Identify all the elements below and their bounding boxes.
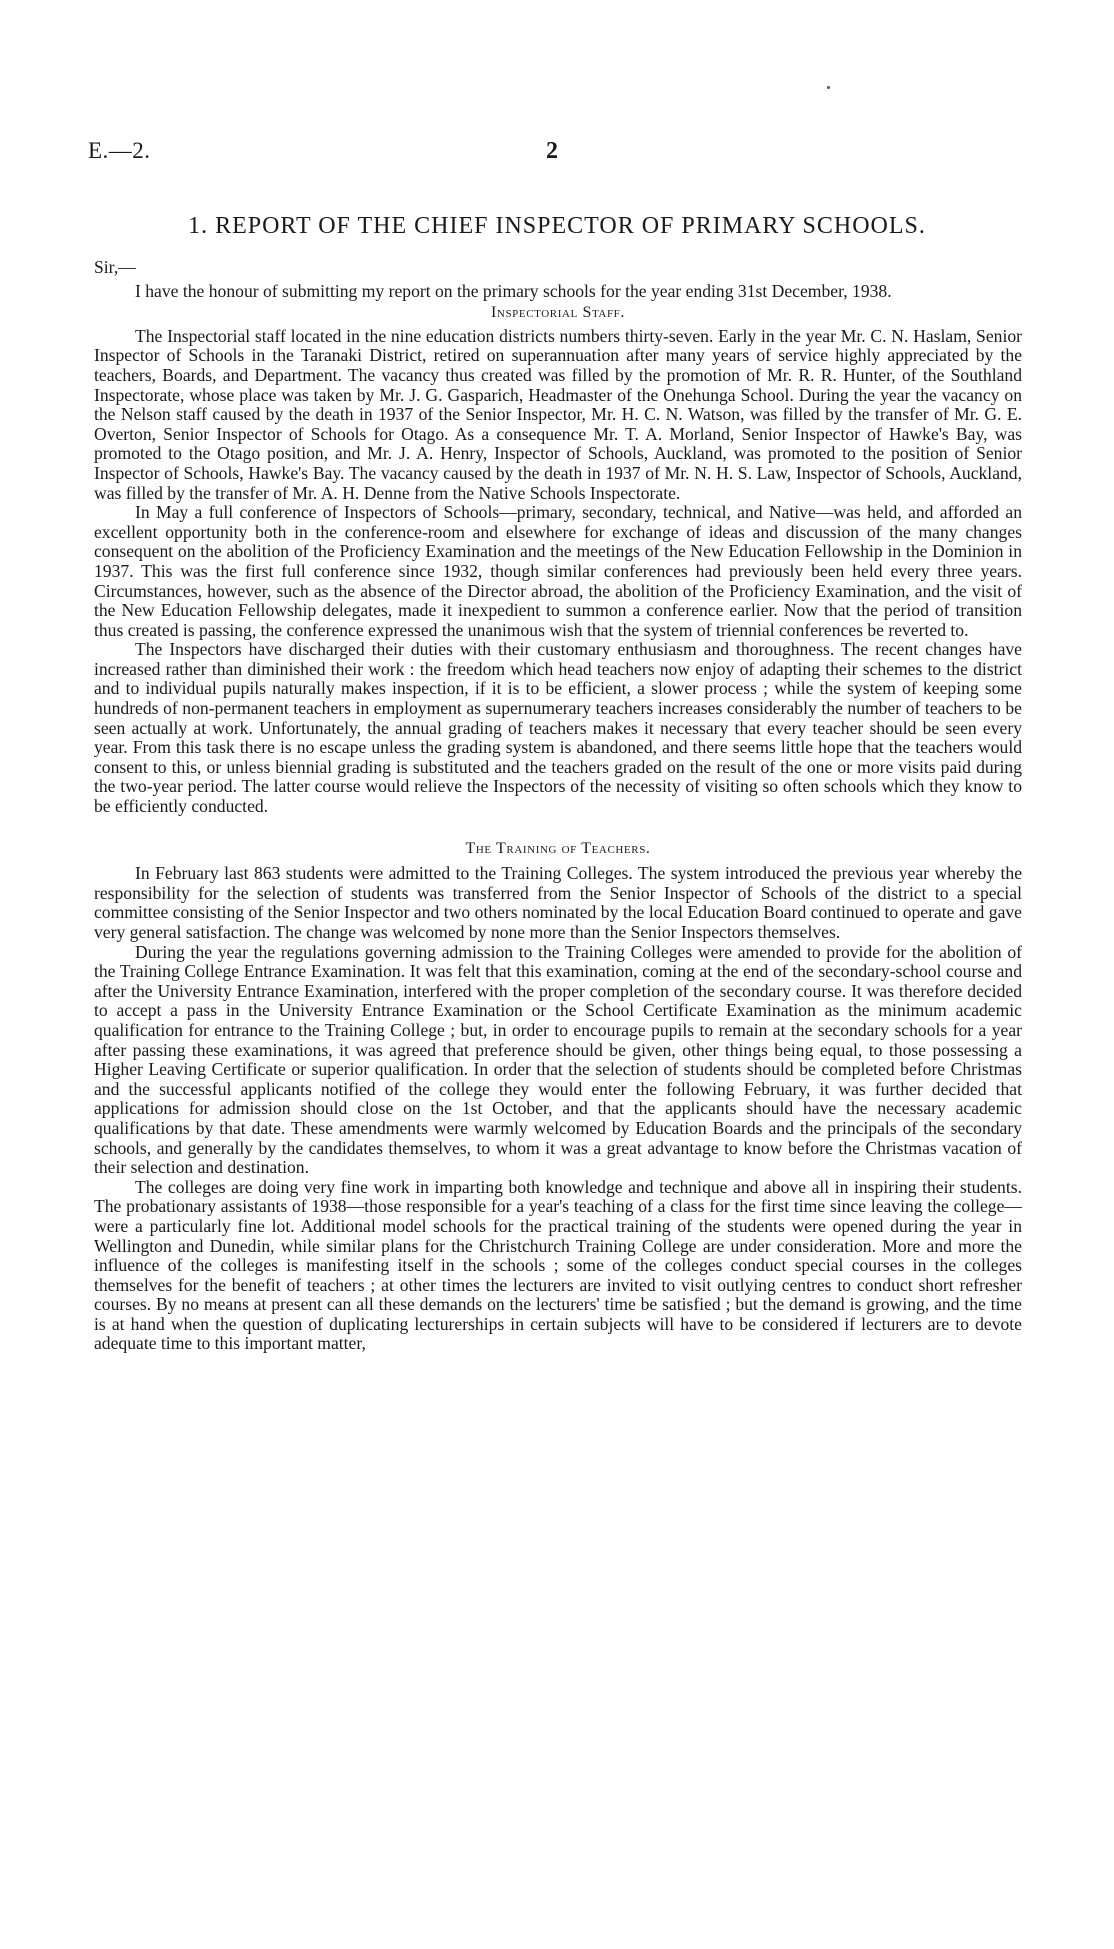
paragraph: In May a full conference of Inspectors of Schools—primary, secondary, technical, and Native—was held, and afforded an excellent opportunity both in the conference-room and elsewhere for exchange of ideas and discussion of the many changes consequent on the abolition of the Proficiency Examination and the meetings of the New Education Fellowship in the Dominion in 1937. This was the first full conference since 1932, though similar conferences had previously been held every three years. Circumstances, however, such as the absence of the Director abroad, the abolition of the Proficiency Examination, and the visit of the New Education Fellowship delegates, made it inexpedient to summon a conference earlier. Now that the period of transition thus created is passing, the conference expressed the unanimous wish that the system of triennial conferences be reverted to. <box>94 502 1022 640</box>
report-body <box>94 258 1022 1354</box>
report-title: 1. REPORT OF THE CHIEF INSPECTOR OF PRIMARY SCHOOLS. <box>188 213 926 239</box>
page-number: 2 <box>546 138 558 164</box>
section-heading-inspectorial-staff: Inspectorial Staff. <box>490 304 625 322</box>
paragraph: The colleges are doing very fine work in imparting both knowledge and technique and above all in inspiring their students. The probationary assistants of 1938—those responsible for a year's teaching of a class for the first time since leaving the college—were a particularly fine lot. Additional model schools for the practical training of the students were opened during the year in Wellington and Dunedin, while similar plans for the Christchurch Training College are under consideration. More and more the influence of the colleges is manifesting itself in the schools ; some of the colleges conduct special courses in the colleges themselves for the benefit of teachers ; at other times the lecturers are invited to visit outlying centres to conduct short refresher courses. By no means at present can all these demands on the lecturers' time be satisfied ; but the demand is growing, and the time is at hand when the question of duplicating lecturerships in certain subjects will have to be considered if lecturers are to devote adequate time to this important matter, <box>94 1176 1022 1354</box>
document-reference: E.—2. <box>88 138 151 163</box>
paragraph: In February last 863 students were admitted to the Training Colleges. The system introduced the previous year whereby the responsibility for the selection of students was transferred from the Senior Inspector of Schools of the district to a special committee consisting of the Senior Inspector and two others nominated by the local Education Board continued to operate and gave very general satisfaction. The change was welcomed by none more than the Senior Inspectors themselves. <box>94 863 1022 942</box>
paragraph: During the year the regulations governing admission to the Training Colleges were amended to provide for the abolition of the Training College Entrance Examination. It was felt that this examination, coming at the end of the secondary-school course and after the University Entrance Examination, interfered with the proper completion of the secondary course. It was therefore decided to accept a pass in the University Entrance Examination or the School Certificate Examination as the minimum academic qualification for entrance to the Training College ; but, in order to encourage pupils to remain at the secondary schools for a year after passing these examinations, it was agreed that preference should be given, other things being equal, to those possessing a Higher Leaving Certificate or superior qualification. In order that the selection of students should be completed before Christmas and the successful applicants notified of the college they would enter the following February, it was further decided that applications for admission should close on the 1st October, and that the applicants should have the necessary academic qualifications by that date. These amendments were warmly welcomed by Education Boards and the principals of the secondary schools, and generally by the candidates themselves, to whom it was a great advantage to know before the Christmas vacation of their selection and destination. <box>94 941 1022 1178</box>
section-heading-training-of-teachers: The Training of Teachers. <box>465 839 651 857</box>
paragraph: The Inspectors have discharged their duties with their customary enthusiasm and thoroughness. The recent changes have increased rather than diminished their work : the freedom which head teachers now enjoy of adapting their schemes to the district and to individual pupils naturally makes inspection, if it is to be efficient, a slower process ; while the system of keeping some hundreds of non-permanent teachers in employment as supernumerary teachers increases considerably the number of teachers to be seen actually at work. Unfortunately, the annual grading of teachers makes it necessary that every teacher should be seen every year. From this task there is no escape unless the grading system is abandoned, and there seems little hope that the teachers would consent to this, or unless biennial grading is substituted and the teachers graded on the result of the one or more visits paid during the two-year period. The latter course would relieve the Inspectors of the necessity of visiting so often schools which they know to be efficiently conducted. <box>94 639 1022 817</box>
running-head <box>88 138 558 168</box>
salutation: Sir,— <box>94 257 136 277</box>
intro-paragraph: I have the honour of submitting my report on the primary schools for the year ending 31st December, 1938. <box>135 280 892 301</box>
scan-speck <box>827 86 830 89</box>
paragraph: The Inspectorial staff located in the nine education districts numbers thirty-seven. Early in the year Mr. C. N. Haslam, Senior Inspector of Schools in the Taranaki District, retired on superannuation after many years of service highly appreciated by the teachers, Boards, and Department. The vacancy thus created was filled by the promotion of Mr. R. R. Hunter, of the Southland Inspectorate, whose place was taken by Mr. J. G. Gasparich, Headmaster of the Onehunga School. During the year the vacancy on the Nelson staff caused by the death in 1937 of the Senior Inspector, Mr. H. C. N. Watson, was filled by the transfer of Mr. G. E. Overton, Senior Inspector of Schools for Otago. As a consequence Mr. T. A. Morland, Senior Inspector of Hawke's Bay, was promoted to the Otago position, and Mr. J. A. Henry, Inspector of Schools, Auckland, was promoted to the position of Senior Inspector of Schools, Hawke's Bay. The vacancy caused by the death in 1937 of Mr. N. H. S. Law, Inspector of Schools, Auckland, was filled by the transfer of Mr. A. H. Denne from the Native Schools Inspectorate. <box>94 325 1022 503</box>
